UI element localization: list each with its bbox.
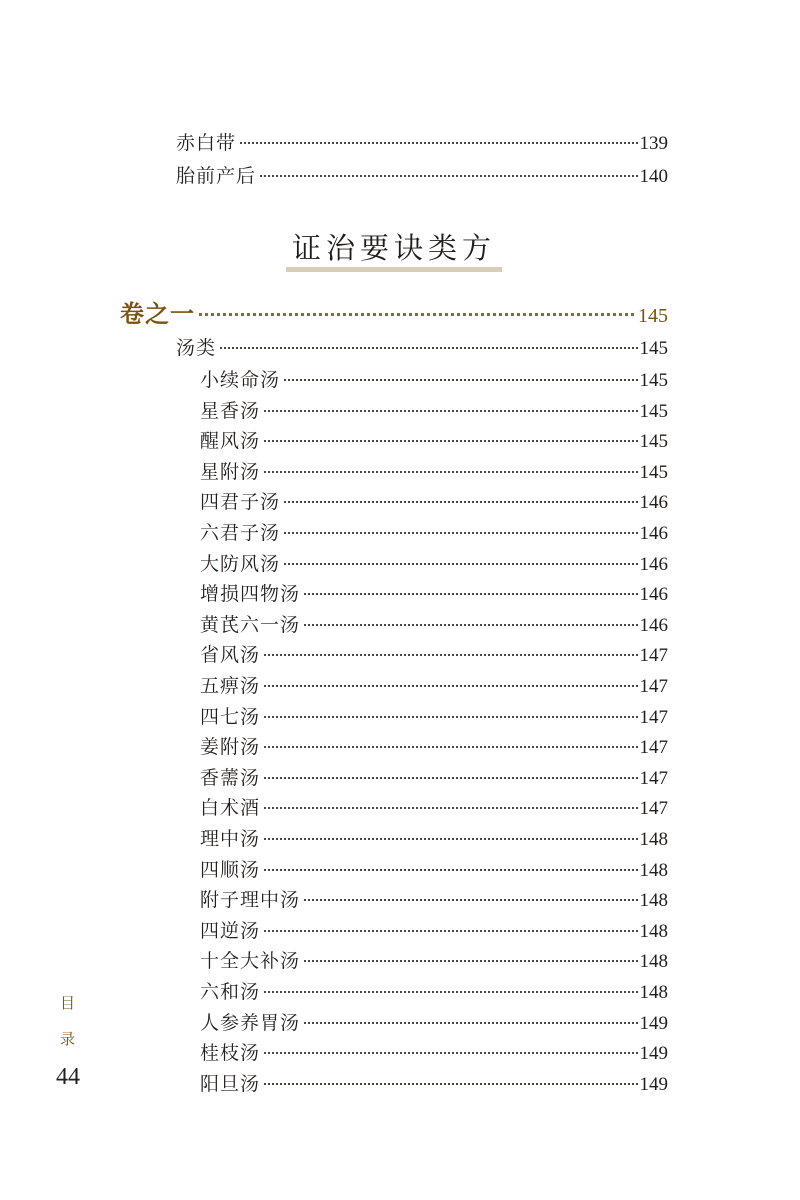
toc-entry-title: 胎前产后 xyxy=(176,165,257,187)
toc-entry[interactable] xyxy=(200,581,668,607)
dot-leader xyxy=(304,593,637,595)
toc-entry-page: 145 xyxy=(639,461,668,483)
toc-entry[interactable] xyxy=(200,704,668,730)
toc-entry-title: 六和汤 xyxy=(200,981,261,1003)
toc-entry[interactable] xyxy=(200,642,668,668)
toc-entry-title: 四顺汤 xyxy=(200,858,261,881)
toc-entry[interactable] xyxy=(200,673,668,699)
toc-entry-page: 148 xyxy=(639,859,668,881)
toc-entry-title: 阳旦汤 xyxy=(200,1072,261,1095)
toc-entry[interactable] xyxy=(200,520,668,546)
toc-entry[interactable] xyxy=(200,367,668,393)
volume-page: 145 xyxy=(638,305,668,327)
toc-entry[interactable] xyxy=(200,551,668,577)
toc-entry-title: 醒风汤 xyxy=(200,430,261,453)
toc-entry[interactable] xyxy=(176,163,668,189)
toc-entry-page: 149 xyxy=(639,1012,668,1034)
toc-entry[interactable] xyxy=(200,1010,668,1036)
toc-entry[interactable] xyxy=(200,398,668,424)
toc-entry-page: 146 xyxy=(639,553,668,575)
toc-entry[interactable] xyxy=(200,948,668,974)
toc-entry[interactable] xyxy=(200,795,668,821)
toc-entry-page: 145 xyxy=(639,431,668,453)
toc-entry-title: 赤白带 xyxy=(176,132,237,154)
toc-entry-page: 148 xyxy=(639,890,668,912)
toc-entry[interactable] xyxy=(200,765,668,791)
dot-leader xyxy=(260,175,637,177)
toc-entry-page: 147 xyxy=(639,798,668,820)
dot-leader xyxy=(304,960,637,962)
toc-entry-title: 四君子汤 xyxy=(200,491,281,514)
toc-entry[interactable] xyxy=(200,857,668,883)
dot-leader xyxy=(199,313,634,316)
dot-leader xyxy=(284,563,637,565)
toc-entry-page: 148 xyxy=(639,829,668,850)
toc-entry-page: 145 xyxy=(639,370,668,391)
toc-entry-page: 147 xyxy=(639,676,668,697)
toc-entry[interactable] xyxy=(200,1071,668,1097)
toc-entry-page: 147 xyxy=(639,737,668,759)
toc-entry[interactable] xyxy=(200,734,668,760)
dot-leader xyxy=(264,471,637,473)
toc-entry-page: 147 xyxy=(639,645,668,667)
toc-entry-page: 147 xyxy=(639,706,668,728)
dot-leader xyxy=(240,142,637,144)
page-number: 44 xyxy=(56,1064,80,1090)
toc-entry-title: 白术酒 xyxy=(200,797,261,820)
dot-leader xyxy=(264,869,637,871)
toc-entry[interactable] xyxy=(200,979,668,1005)
heading-underline xyxy=(286,267,502,272)
dot-leader xyxy=(304,624,637,626)
toc-entry-page: 145 xyxy=(639,400,668,422)
toc-entry-title: 四七汤 xyxy=(200,705,261,728)
toc-entry-title: 增损四物汤 xyxy=(200,583,301,606)
dot-leader xyxy=(264,410,637,412)
toc-entry-page: 146 xyxy=(639,492,668,514)
toc-entry-title: 大防风汤 xyxy=(200,552,281,575)
dot-leader xyxy=(284,379,637,381)
toc-subsection-title: 汤类 xyxy=(176,337,217,359)
dot-leader xyxy=(264,654,637,656)
section-heading xyxy=(286,228,502,272)
toc-entry[interactable] xyxy=(200,918,668,944)
toc-entry-title: 六君子汤 xyxy=(200,522,281,544)
toc-entry-page: 148 xyxy=(639,920,668,942)
toc-entry-page: 146 xyxy=(639,523,668,544)
toc-entry-page: 146 xyxy=(639,614,668,636)
toc-entry-title: 理中汤 xyxy=(200,828,261,850)
dot-leader xyxy=(264,930,637,932)
toc-entry-title: 香薷汤 xyxy=(200,766,261,789)
dot-leader xyxy=(264,1052,637,1054)
dot-leader xyxy=(264,991,637,993)
dot-leader xyxy=(264,685,637,687)
toc-entry[interactable] xyxy=(200,826,668,852)
toc-entry-page: 147 xyxy=(639,767,668,789)
side-label-mu: 目 xyxy=(60,994,76,1012)
dot-leader xyxy=(264,1083,637,1085)
dot-leader xyxy=(264,746,637,748)
toc-entry-page: 148 xyxy=(639,982,668,1003)
toc-entry-page: 146 xyxy=(639,584,668,606)
toc-entry-title: 桂枝汤 xyxy=(200,1042,261,1065)
dot-leader xyxy=(220,347,637,349)
dot-leader xyxy=(264,777,637,779)
toc-entry-title: 小续命汤 xyxy=(200,369,281,391)
toc-entry-page: 139 xyxy=(639,133,668,154)
toc-entry[interactable] xyxy=(200,489,668,515)
toc-entry-title: 附子理中汤 xyxy=(200,889,301,912)
toc-entry-title: 四逆汤 xyxy=(200,919,261,942)
toc-entry-title: 人参养胃汤 xyxy=(200,1011,301,1034)
dot-leader xyxy=(264,440,637,442)
toc-entry[interactable] xyxy=(176,130,668,156)
dot-leader xyxy=(264,807,637,809)
toc-entry-page: 148 xyxy=(639,951,668,973)
toc-entry[interactable] xyxy=(200,428,668,454)
volume-title: 卷之一 xyxy=(120,299,195,328)
dot-leader xyxy=(284,532,637,534)
toc-entry-title: 星香汤 xyxy=(200,399,261,422)
side-label-lu: 录 xyxy=(60,1030,76,1048)
dot-leader xyxy=(264,838,637,840)
toc-entry-title: 星附汤 xyxy=(200,460,261,483)
toc-entry-title: 姜附汤 xyxy=(200,736,261,759)
toc-entry-title: 省风汤 xyxy=(200,644,261,667)
toc-entry-page: 149 xyxy=(639,1043,668,1065)
toc-entry-title: 黄芪六一汤 xyxy=(200,613,301,636)
dot-leader xyxy=(304,1022,637,1024)
toc-entry[interactable] xyxy=(200,459,668,485)
toc-entry[interactable] xyxy=(200,1040,668,1066)
toc-entry-page: 149 xyxy=(639,1073,668,1095)
toc-subsection-page: 145 xyxy=(639,338,668,359)
toc-subsection[interactable] xyxy=(176,335,668,361)
toc-entry[interactable] xyxy=(200,612,668,638)
section-heading-text: 证治要诀类方 xyxy=(291,231,496,265)
toc-entry-title: 五痹汤 xyxy=(200,675,261,697)
volume-entry[interactable] xyxy=(120,299,668,329)
toc-entry[interactable] xyxy=(200,887,668,913)
dot-leader xyxy=(264,716,637,718)
dot-leader xyxy=(284,501,637,503)
toc-entry-title: 十全大补汤 xyxy=(200,950,301,973)
dot-leader xyxy=(304,899,637,901)
toc-entry-page: 140 xyxy=(639,166,668,187)
